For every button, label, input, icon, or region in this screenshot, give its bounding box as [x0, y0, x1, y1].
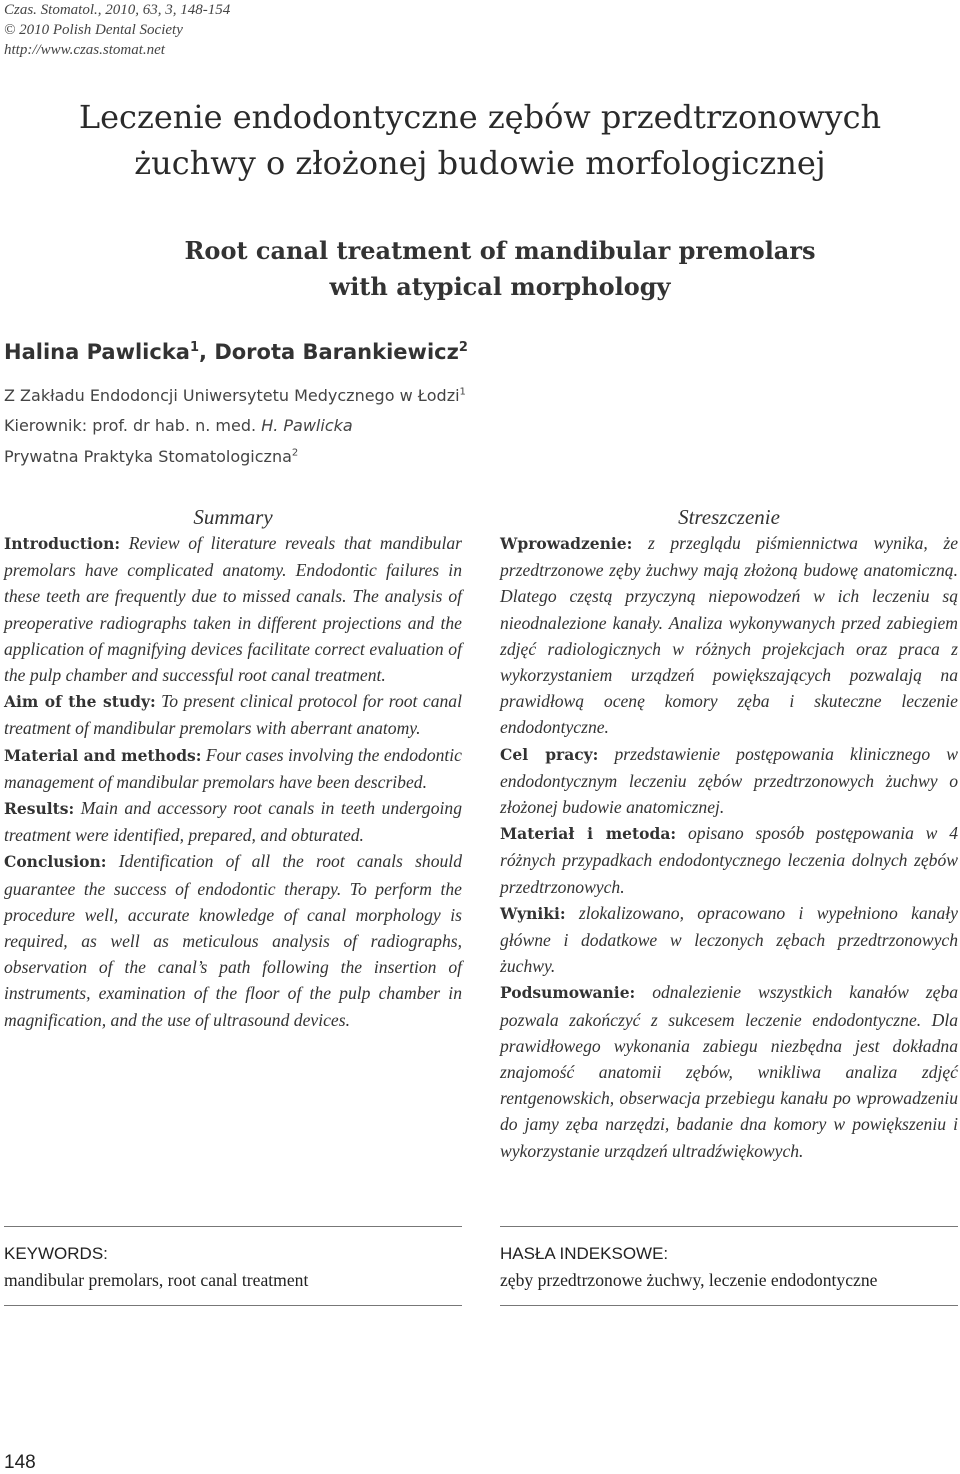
author-1: Halina Pawlicka	[4, 340, 190, 364]
streszczenie-wprowadzenie	[500, 530, 958, 741]
streszczenie-metoda	[500, 820, 958, 900]
streszczenie-cel	[500, 741, 958, 821]
streszczenie-podsumowanie	[500, 979, 958, 1163]
journal-url[interactable]: http://www.czas.stomat.net	[4, 42, 165, 58]
keywords-rule-top	[4, 1226, 462, 1227]
hasla-rule-bottom	[500, 1305, 958, 1306]
streszczenie-label: Podsumowanie:	[500, 983, 636, 1003]
streszczenie-heading: Streszczenie	[678, 505, 780, 529]
title-english-line-1: Root canal treatment of mandibular premolars	[184, 236, 816, 265]
journal-citation: Czas. Stomatol., 2010, 63, 3, 148-154	[4, 2, 231, 18]
title-polish	[0, 94, 960, 186]
summary-label: Aim of the study:	[4, 692, 156, 712]
affiliation-head-prefix: Kierownik: prof. dr hab. n. med.	[4, 416, 262, 435]
summary-aim	[4, 688, 462, 741]
summary-heading: Summary	[193, 505, 273, 529]
keywords-text: mandibular premolars, root canal treatment	[4, 1270, 309, 1290]
author-1-affiliation: 1	[189, 340, 200, 355]
page-number: 148	[4, 1452, 36, 1473]
affiliation-head	[4, 416, 353, 435]
streszczenie-text: odnalezienie wszystkich kanałów zęba pozwala zakończyć z sukcesem leczenie endodontyczne. Dla prawidłowego wykonania zabiegu niezbędna jest dokładna znajomość anatomii zębów, wnikliwa analiza zdjęć rentgenowskich, obserwacja przebiegu kanału po wprowadzeniu do jamy zęba narzędzi, badanie dna komory w powiększeniu i wykorzystanie urządzeń ultradźwiękowych.	[500, 982, 958, 1161]
streszczenie-body	[500, 530, 958, 1164]
hasla-text: zęby przedtrzonowe żuchwy, leczenie endodontyczne	[500, 1270, 878, 1290]
summary-text: Main and accessory root canals in teeth undergoing treatment were identified, prepared, and obturated.	[4, 798, 462, 846]
affiliation-1	[4, 386, 466, 405]
title-english-line-2: with atypical morphology	[329, 272, 671, 301]
keywords-rule-bottom	[4, 1305, 462, 1306]
journal-header	[4, 0, 230, 60]
summary-label: Introduction:	[4, 534, 121, 553]
streszczenie-text: zlokalizowano, opracowano i wypełniono kanały główne i dodatkowe w leczonych zębach przedtrzonowych żuchwy.	[500, 902, 958, 977]
title-polish-line-2: żuchwy o złożonej budowie morfologicznej	[134, 144, 826, 182]
summary-results	[4, 795, 462, 848]
summary-text: Four cases involving the endodontic management of mandibular premolars have been described.	[4, 744, 462, 792]
summary-label: Results:	[4, 799, 75, 819]
streszczenie-text: przedstawienie postępowania klinicznego w endodontycznym leczeniu zębów przedtrzonowych żuchwy o złożonej budowie anatomicznej.	[500, 743, 958, 818]
affiliation-1-number: 1	[459, 386, 466, 398]
streszczenie-label: Wprowadzenie:	[500, 534, 633, 553]
summary-body	[4, 530, 462, 1033]
streszczenie-label: Wyniki:	[500, 903, 566, 923]
summary-text: Identification of all the root canals should guarantee the success of endodontic therapy. To perform the procedure well, accurate knowledge of canal morphology is required, as well as meticulous analysis of radiographs, observation of the canal’s path following the insertion of instruments, examination of the floor of the pulp chamber in magnification, and the use of ultrasound devices.	[4, 851, 462, 1030]
journal-copyright: © 2010 Polish Dental Society	[4, 22, 183, 38]
title-english	[120, 233, 880, 305]
keywords-heading: KEYWORDS:	[4, 1244, 108, 1263]
summary-label: Conclusion:	[4, 852, 107, 872]
hasla-heading: HASŁA INDEKSOWE:	[500, 1244, 669, 1263]
author-2: Dorota Barankiewicz	[214, 340, 459, 364]
summary-label: Material and methods:	[4, 745, 202, 765]
summary-conclusion	[4, 848, 462, 1032]
streszczenie-wyniki	[500, 900, 958, 980]
summary-text: To present clinical protocol for root canal treatment of mandibular premolars with aberrant anatomy.	[4, 691, 462, 739]
affiliation-2-text: Prywatna Praktyka Stomatologiczna	[4, 447, 292, 466]
author-2-affiliation: 2	[458, 340, 468, 355]
summary-text: Review of literature reveals that mandibular premolars have complicated anatomy. Endodontic failures in these teeth are frequently due to missed canals. The analysis of preoperative radiographs taken in different projections and the application of magnifying devices facilitate correct evaluation of the pulp chamber and successful root canal treatment.	[4, 533, 462, 686]
hasla-rule-top	[500, 1226, 958, 1227]
affiliation-head-name: H. Pawlicka	[261, 416, 353, 435]
summary-introduction	[4, 530, 462, 688]
affiliation-1-text: Z Zakładu Endodoncji Uniwersytetu Medycznego w Łodzi	[4, 386, 460, 405]
title-polish-line-1: Leczenie endodontyczne zębów przedtrzonowych	[78, 98, 882, 136]
affiliation-2	[4, 447, 298, 466]
streszczenie-label: Materiał i metoda:	[500, 824, 677, 844]
streszczenie-label: Cel pracy:	[500, 744, 599, 764]
streszczenie-text: z przeglądu piśmiennictwa wynika, że przedtrzonowe zęby żuchwy mają złożoną budowę anatomiczną. Dlatego częstą przyczyną niepowodzeń w ich leczeniu są nieodnalezione kanały. Analiza wykonywanych przed zabiegiem zdjęć radiologicznych w różnych projekcjach oraz praca z wykorzystaniem urządzeń powiększających pozwalają na prawidłową ocenę komory zęba i skuteczne leczenie endodontyczne.	[500, 533, 958, 738]
authors	[4, 340, 468, 364]
streszczenie-text: opisano sposób postępowania w 4 różnych przypadkach endodontycznego leczenia dolnych zębów przedtrzonowych.	[500, 823, 959, 897]
affiliation-2-number: 2	[291, 447, 299, 459]
summary-methods	[4, 742, 462, 795]
author-separator: ,	[199, 340, 215, 364]
